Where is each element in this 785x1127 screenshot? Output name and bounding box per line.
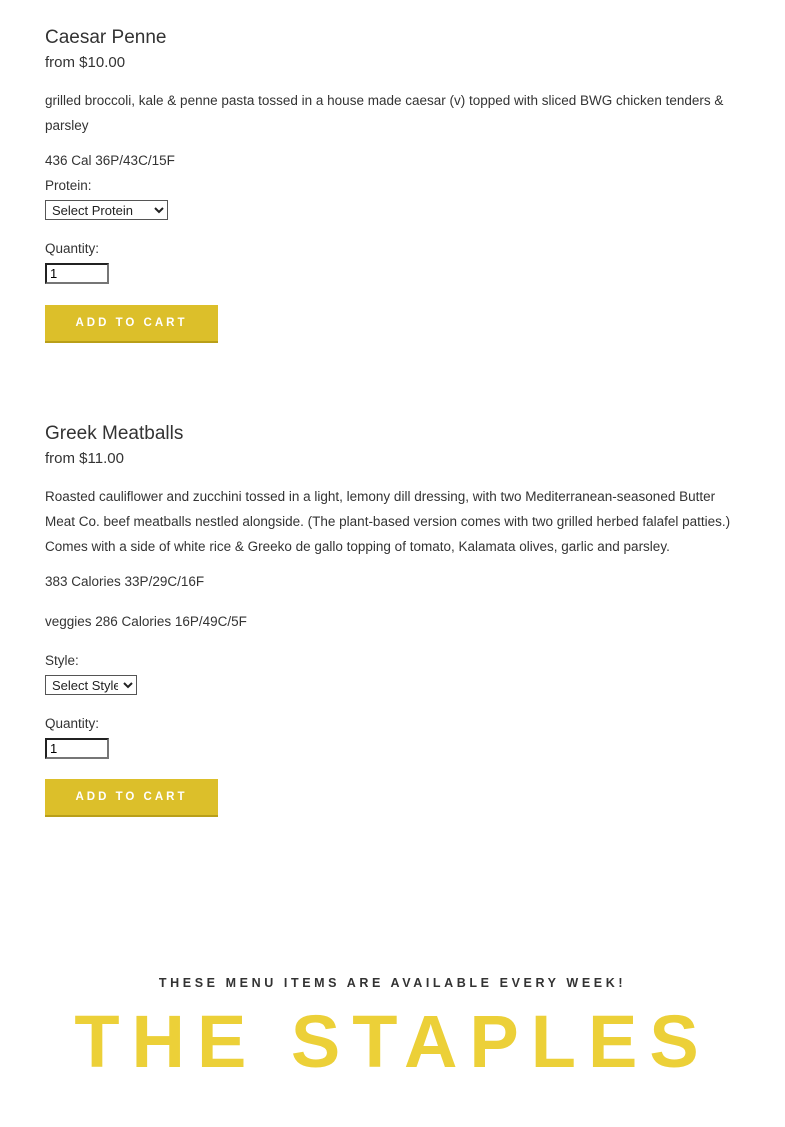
product-price: from $11.00 [45,450,124,467]
protein-label: Protein: [45,178,92,193]
nutrition-info: 436 Cal 36P/43C/15F [45,153,175,168]
style-select[interactable] [45,675,137,695]
quantity-label: Quantity: [45,716,100,731]
product-name: Greek Meatballs [45,423,184,444]
section-tagline: THESE MENU ITEMS ARE AVAILABLE EVERY WEEK! [158,976,627,990]
section-title: THE STAPLES [74,1000,711,1083]
add-to-cart-button[interactable]: ADD TO CART [45,779,218,817]
product-description: grilled broccoli, kale & penne pasta tossed in a house made caesar (v) topped with sliced BWG chicken tenders & parsley [45,93,724,133]
protein-select[interactable] [45,200,168,220]
product-name: Caesar Penne [45,27,167,48]
quantity-input[interactable] [45,738,109,759]
product-greek-meatballs [45,423,745,817]
product-description: Roasted cauliflower and zucchini tossed in a light, lemony dill dressing, with two Mediterranean-seasoned Butter Meat Co. beef meatballs nestled alongside. (The plant-based version comes with two grilled herbed falafel patties.) Comes with a side of white rice & Greeko de gallo topping of tomato, Kalamata olives, garlic and parsley. [45,489,731,554]
style-label: Style: [45,653,79,668]
add-to-cart-button[interactable]: ADD TO CART [45,305,218,343]
product-price: from $10.00 [45,54,126,71]
quantity-label: Quantity: [45,241,100,256]
nutrition-info-veggies: veggies 286 Calories 16P/49C/5F [45,614,247,629]
nutrition-info: 383 Calories 33P/29C/16F [45,574,205,589]
product-caesar-penne [45,27,745,343]
quantity-input[interactable] [45,263,109,284]
